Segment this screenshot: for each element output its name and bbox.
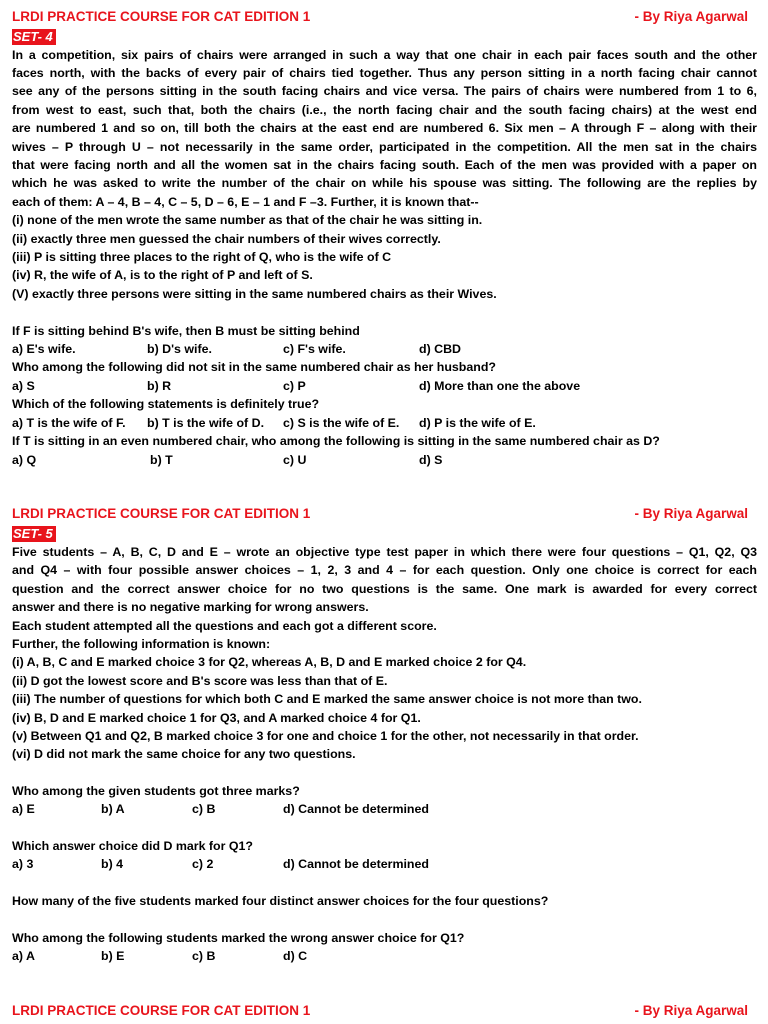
question: Which answer choice did D mark for Q1?	[12, 839, 253, 853]
passage-line: Further, the following information is known:	[12, 637, 271, 651]
condition: (iii) P is sitting three places to the right of Q, who is the wife of C	[12, 250, 392, 264]
question: Who among the following did not sit in the same numbered chair as her husband?	[12, 360, 496, 374]
condition: (ii) exactly three men guessed the chair numbers of their wives correctly.	[12, 232, 441, 246]
option: c) B	[192, 949, 216, 963]
passage-line: that were facing north and all the women sat in the chairs facing south. Each of the men was provided with a paper on	[12, 158, 757, 172]
header-title: LRDI PRACTICE COURSE FOR CAT EDITION 1	[12, 506, 311, 521]
header-author: - By Riya Agarwal	[634, 506, 748, 521]
option: d) C	[283, 949, 308, 963]
option: d) P is the wife of E.	[419, 416, 536, 430]
passage-line: wives – P through U – not necessarily in the same order, participated in the competition. All the men sat in the chairs	[12, 140, 757, 154]
option: d) Cannot be determined	[283, 857, 429, 871]
option: a) S	[12, 379, 35, 393]
condition: (i) none of the men wrote the same number as that of the chair he was sitting in.	[12, 213, 483, 227]
passage-line: Each student attempted all the questions and each got a different score.	[12, 619, 437, 633]
header-title: LRDI PRACTICE COURSE FOR CAT EDITION 1	[12, 9, 311, 24]
passage-line: each of them: A – 4, B – 4, C – 5, D – 6, E – 1 and F –3. Further, it is known that--	[12, 195, 479, 209]
option: d) Cannot be determined	[283, 802, 429, 816]
passage-line: In a competition, six pairs of chairs were arranged in such a way that one chair in each pair faces south and the other	[12, 48, 757, 62]
option: d) S	[419, 453, 443, 467]
passage-line: question and the correct answer choice for no two questions is the same. One mark is awarded for every correct	[12, 582, 757, 596]
passage-line: are numbered 1 and so on, till both the chairs at the east end are numbered 6. Six men – A through F – along with their	[12, 121, 757, 135]
condition: (vi) D did not mark the same choice for any two questions.	[12, 747, 356, 761]
condition: (iii) The number of questions for which both C and E marked the same answer choice is not more than two.	[12, 692, 642, 706]
option: d) More than one the above	[419, 379, 581, 393]
condition: (ii) D got the lowest score and B's score was less than that of E.	[12, 674, 388, 688]
page-header	[12, 506, 748, 524]
option: b) R	[147, 379, 172, 393]
condition: (V) exactly three persons were sitting in the same numbered chairs as their Wives.	[12, 287, 497, 301]
condition: (iv) R, the wife of A, is to the right of P and left of S.	[12, 268, 313, 282]
passage-line: which he was asked to write the number of the chair on while his spouse was sitting. The following are the replies by	[12, 176, 757, 190]
question: If T is sitting in an even numbered chair, who among the following is sitting in the same numbered chair as D?	[12, 434, 660, 448]
option: b) T	[150, 453, 173, 467]
passage-line: see any of the persons sitting in the south facing chairs and vice versa. The pairs of chairs were numbered from 1 to 6,	[12, 84, 757, 98]
option: a) E	[12, 802, 35, 816]
passage-line: faces north, with the backs of every pair of chairs tied together. Thus any person sitting in a north facing chair cannot	[12, 66, 757, 80]
passage-line: from west to east, such that, both the chairs (i.e., the north facing chair and the south facing chairs) at the west end	[12, 103, 757, 117]
option: b) A	[101, 802, 125, 816]
header-title: LRDI PRACTICE COURSE FOR CAT EDITION 1	[12, 1003, 311, 1018]
set-4-label: SET- 4	[12, 29, 56, 45]
condition: (i) A, B, C and E marked choice 3 for Q2, whereas A, B, D and E marked choice 2 for Q4.	[12, 655, 527, 669]
option: b) D's wife.	[147, 342, 212, 356]
option: a) T is the wife of F.	[12, 416, 126, 430]
option: a) Q	[12, 453, 37, 467]
page-header	[12, 1003, 748, 1021]
option: b) 4	[101, 857, 124, 871]
option: a) 3	[12, 857, 34, 871]
set-5-label: SET- 5	[12, 526, 56, 542]
option: c) B	[192, 802, 216, 816]
condition: (v) Between Q1 and Q2, B marked choice 3 for one and choice 1 for the other, not necessarily in that order.	[12, 729, 639, 743]
header-author: - By Riya Agarwal	[634, 9, 748, 24]
question: Who among the given students got three marks?	[12, 784, 300, 798]
passage-line: and Q4 – with four possible answer choices – 1, 2, 3 and 4 – for each question. Only one choice is correct for each	[12, 563, 757, 577]
question: Which of the following statements is definitely true?	[12, 397, 320, 411]
option: d) CBD	[419, 342, 461, 356]
option: c) 2	[192, 857, 214, 871]
header-author: - By Riya Agarwal	[634, 1003, 748, 1018]
question: Who among the following students marked the wrong answer choice for Q1?	[12, 931, 465, 945]
option: b) T is the wife of D.	[147, 416, 265, 430]
passage-line: answer and there is no negative marking for wrong answers.	[12, 600, 369, 614]
page-header	[12, 9, 748, 27]
option: a) E's wife.	[12, 342, 76, 356]
option: c) F's wife.	[283, 342, 346, 356]
option: c) S is the wife of E.	[283, 416, 400, 430]
option: b) E	[101, 949, 125, 963]
condition: (iv) B, D and E marked choice 1 for Q3, and A marked choice 4 for Q1.	[12, 711, 421, 725]
passage-line: Five students – A, B, C, D and E – wrote an objective type test paper in which there were four questions – Q1, Q2, Q3	[12, 545, 757, 559]
question: If F is sitting behind B's wife, then B must be sitting behind	[12, 324, 360, 338]
option: c) U	[283, 453, 307, 467]
option: a) A	[12, 949, 35, 963]
question: How many of the five students marked four distinct answer choices for the four questions?	[12, 894, 549, 908]
option: c) P	[283, 379, 306, 393]
